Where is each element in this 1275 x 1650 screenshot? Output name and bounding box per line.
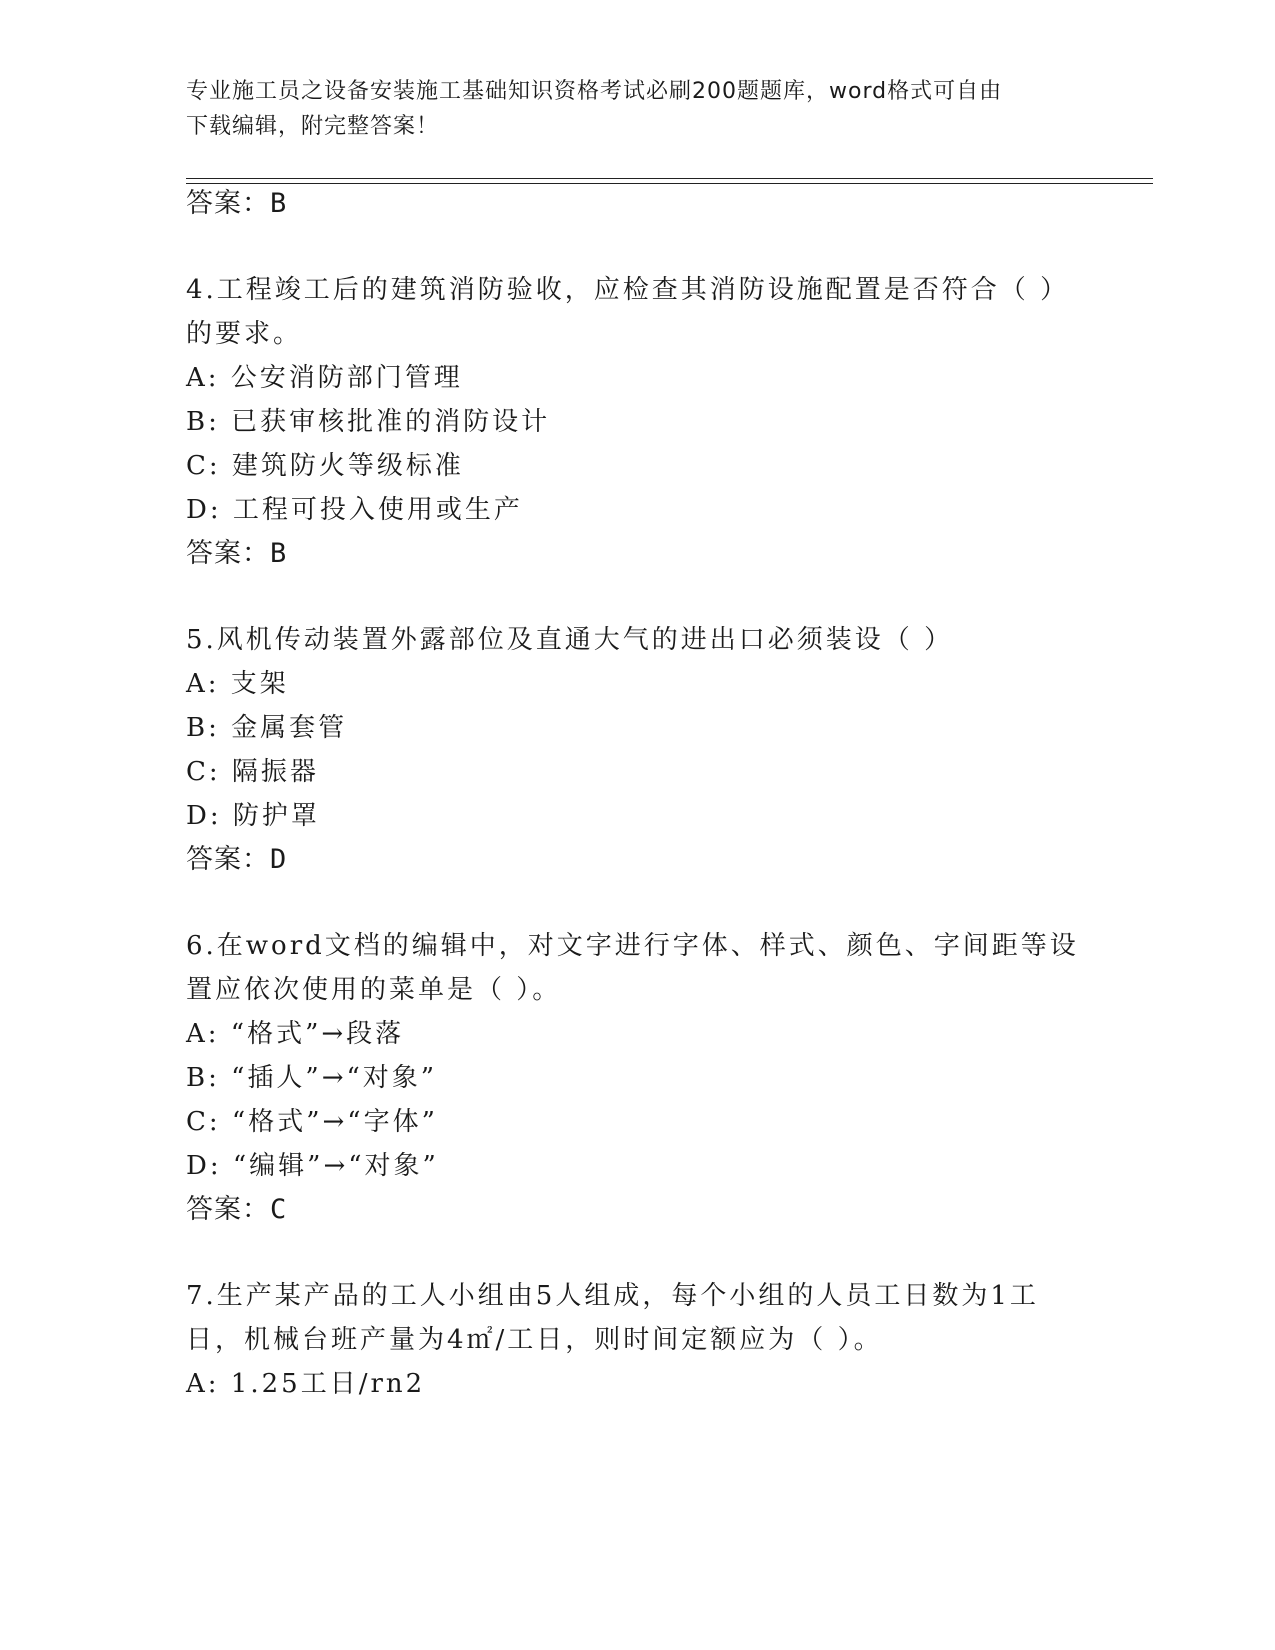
question-5-option-b: B: 金属套管 (186, 713, 348, 743)
document-header (186, 74, 1066, 144)
question-4-option-d: D: 工程可投入使用或生产 (186, 495, 523, 525)
question-5-stem-line-1: 5.风机传动装置外露部位及直通大气的进出口必须装设（ ） (186, 625, 954, 655)
question-4-option-a: A: 公安消防部门管理 (186, 363, 463, 393)
question-6-answer (186, 1192, 287, 1228)
header-line-1: 专业施工员之设备安装施工基础知识资格考试必刷200题题库，word格式可自由 (186, 79, 1003, 104)
question-4-answer (186, 536, 287, 572)
header-rule-bottom (186, 183, 1153, 184)
question-6-stem-line-2: 置应依次使用的菜单是（ ）。 (186, 975, 562, 1005)
question-6-option-a: A: “格式”→段落 (186, 1019, 405, 1049)
question-7-stem-line-1: 7.生产某产品的工人小组由5人组成，每个小组的人员工日数为1工 (186, 1281, 1039, 1311)
question-4-stem-line-2: 的要求。 (186, 319, 303, 349)
answer-prev (186, 186, 287, 222)
header-line-2: 下载编辑，附完整答案！ (186, 114, 440, 139)
header-rule-top (186, 178, 1153, 179)
answer-label: 答案： (186, 1194, 270, 1225)
question-4-option-c: C: 建筑防火等级标准 (186, 451, 464, 481)
question-5-option-d: D: 防护罩 (186, 801, 320, 831)
question-7-stem-line-2: 日，机械台班产量为4㎡/工日，则时间定额应为（ ）。 (186, 1325, 883, 1355)
answer-value: B (270, 538, 288, 569)
answer-value: B (270, 188, 288, 219)
answer-value: D (270, 844, 288, 875)
question-5-option-c: C: 隔振器 (186, 757, 319, 787)
answer-label: 答案： (186, 188, 270, 219)
question-6-option-b: B: “插人”→“对象” (186, 1063, 438, 1093)
question-6-option-d: D: “编辑”→“对象” (186, 1151, 439, 1181)
question-6-option-c: C: “格式”→“字体” (186, 1107, 438, 1137)
question-5-answer (186, 842, 287, 878)
question-4-stem-line-1: 4.工程竣工后的建筑消防验收，应检查其消防设施配置是否符合（ ） (186, 275, 1070, 305)
question-7-option-a: A: 1.25工日/rn2 (186, 1369, 426, 1399)
question-4-option-b: B: 已获审核批准的消防设计 (186, 407, 551, 437)
answer-value: C (270, 1194, 288, 1225)
answer-label: 答案： (186, 844, 270, 875)
answer-label: 答案： (186, 538, 270, 569)
question-6-stem-line-1: 6.在word文档的编辑中，对文字进行字体、样式、颜色、字间距等设 (186, 931, 1079, 961)
question-5-option-a: A: 支架 (186, 669, 289, 699)
